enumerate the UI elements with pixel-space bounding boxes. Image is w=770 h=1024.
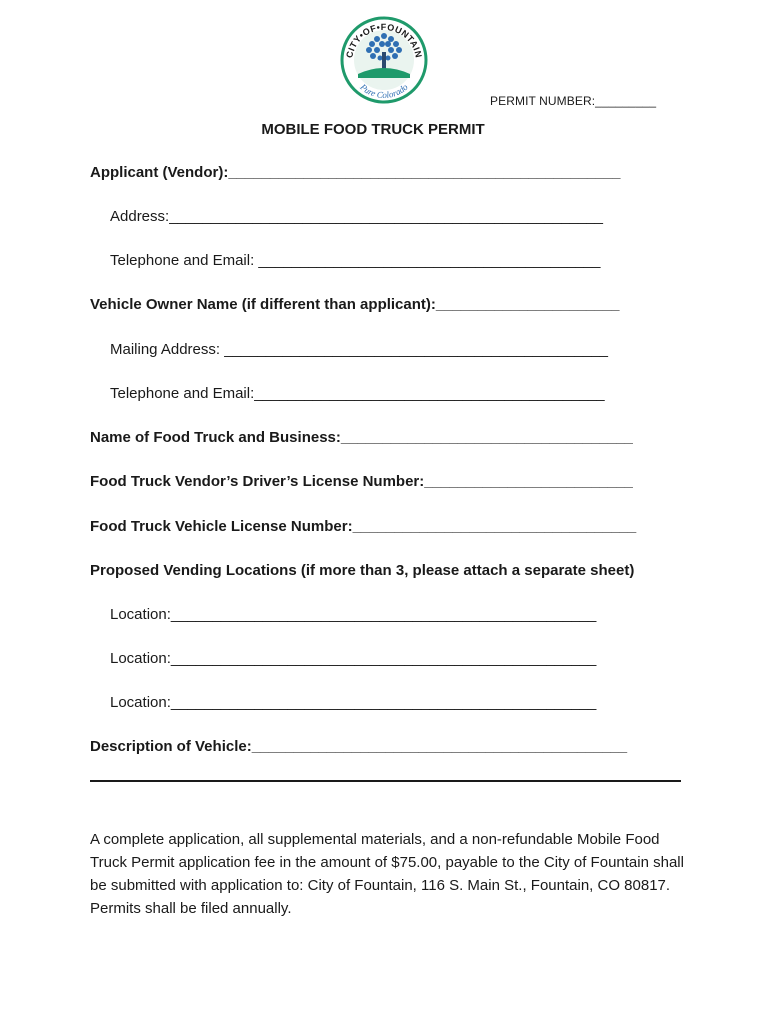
logo-text-top: CITY•OF•FOUNTAIN	[344, 21, 424, 59]
description-continuation-line[interactable]	[90, 780, 681, 782]
food-truck-name-field[interactable]: Name of Food Truck and Business:___________________________________	[90, 429, 633, 446]
locations-heading: Proposed Vending Locations (if more than 3, please attach a separate sheet)	[90, 562, 635, 579]
permit-number-field[interactable]: PERMIT NUMBER:_________	[490, 94, 657, 108]
city-logo	[336, 14, 432, 110]
location-field-2[interactable]: Location:___________________________________________________	[110, 650, 597, 667]
logo-text-bottom: Pure Colorado	[358, 81, 410, 101]
page-title: MOBILE FOOD TRUCK PERMIT	[261, 121, 485, 138]
driver-license-field[interactable]: Food Truck Vendor’s Driver’s License Number:_________________________	[90, 473, 633, 490]
location-field-3[interactable]: Location:___________________________________________________	[110, 694, 597, 711]
address-field[interactable]: Address:____________________________________________________	[110, 208, 603, 225]
applicant-field[interactable]: Applicant (Vendor):_______________________________________________	[90, 164, 621, 181]
telephone-email-field[interactable]: Telephone and Email: _________________________________________	[110, 252, 601, 269]
submission-instructions: A complete application, all supplemental materials, and a non-refundable Mobile Food Truck Permit application fee in the amount of $75.00, payable to the City of Fountain shall be submitted with application to: City of Fountain, 116 S. Main St., Fountain, CO 80817. Permits shall be filed annually.	[90, 831, 684, 917]
owner-telephone-email-field[interactable]: Telephone and Email:__________________________________________	[110, 385, 605, 402]
location-field-1[interactable]: Location:___________________________________________________	[110, 606, 597, 623]
mailing-address-field[interactable]: Mailing Address: ______________________________________________	[110, 341, 608, 358]
vehicle-license-field[interactable]: Food Truck Vehicle License Number:__________________________________	[90, 518, 637, 535]
vehicle-description-field[interactable]: Description of Vehicle:_____________________________________________	[90, 738, 628, 755]
vehicle-owner-field[interactable]: Vehicle Owner Name (if different than applicant):______________________	[90, 296, 620, 313]
